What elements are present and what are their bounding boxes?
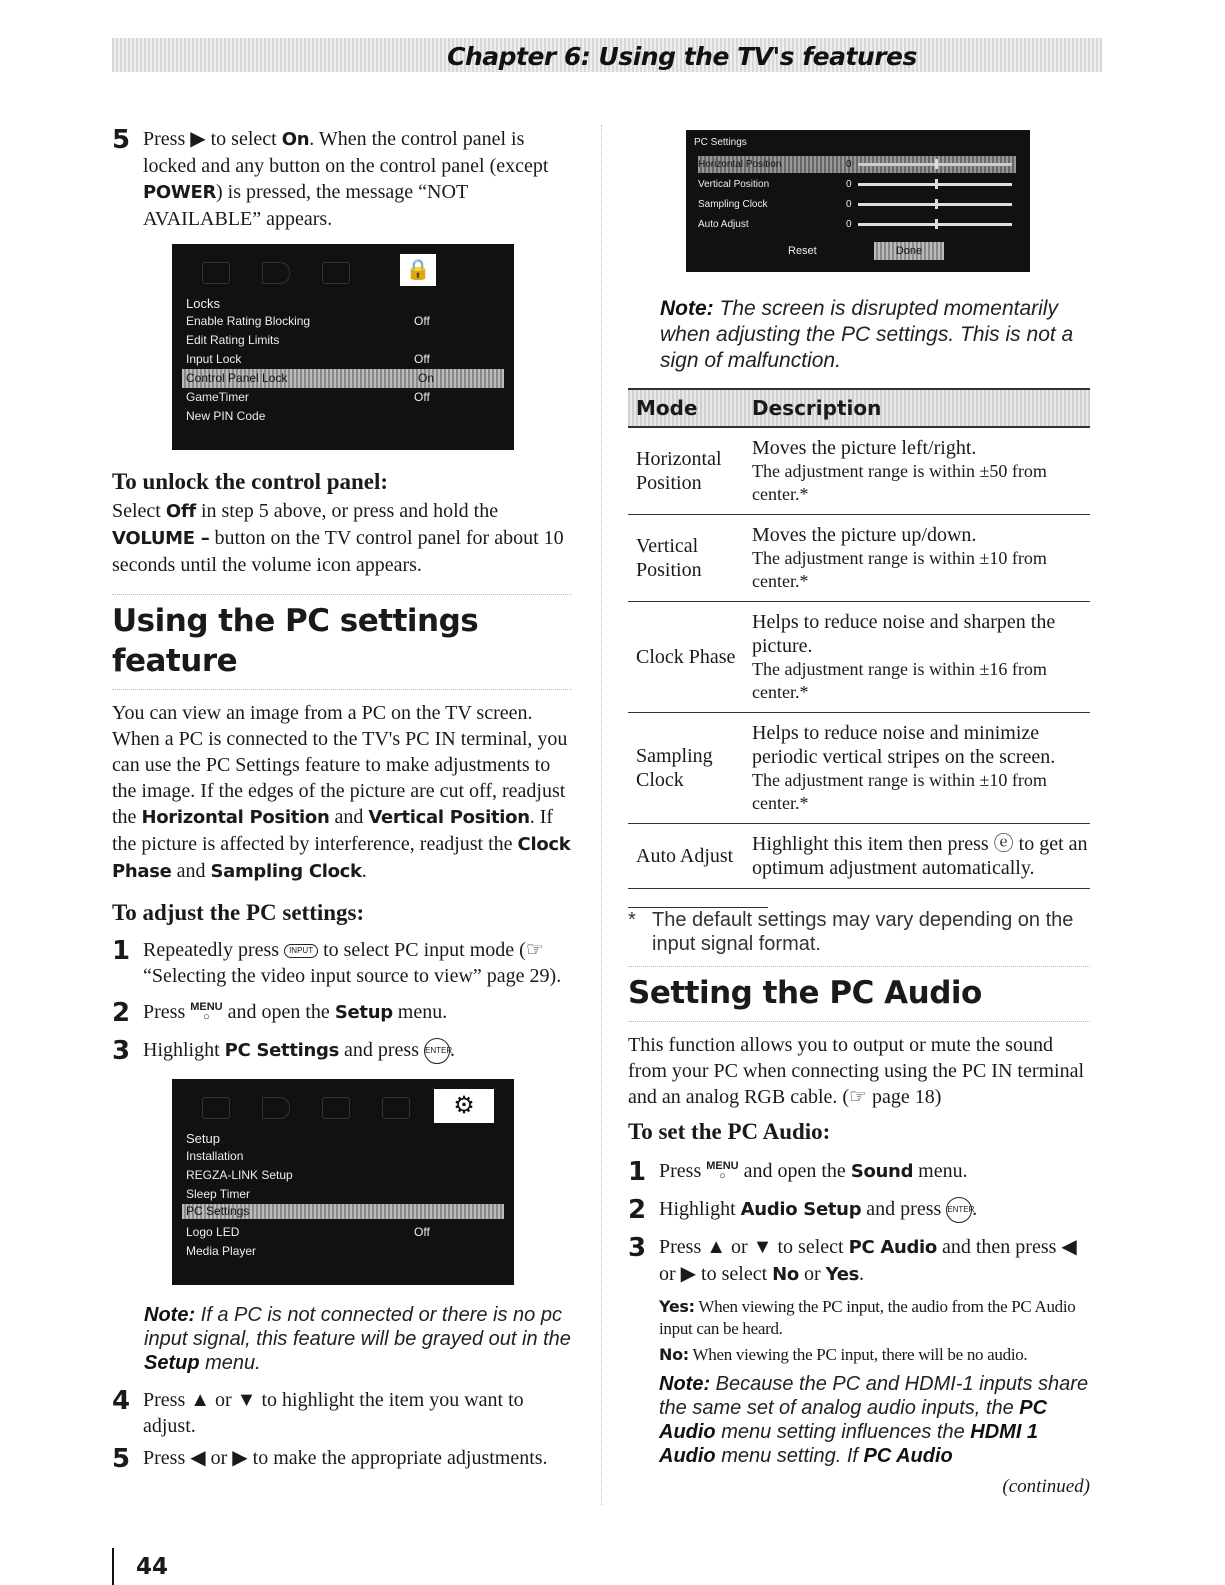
table-row [628,602,1090,713]
unlock-text: Select Off in step 5 above, or press and hold the VOLUME – button on the TV control panel for about 10 seconds until the volume icon appears. [112,500,564,576]
table-header-mode: Mode [628,389,744,427]
description-cell: Moves the picture up/down. The adjustment range is within ±10 from center.* [744,515,1090,602]
done-button: Done [874,242,944,260]
mode-cell: Vertical Position [628,515,744,602]
pc-settings-screenshot [686,130,1030,272]
table-header-row [628,389,1090,427]
description-cell: Moves the picture left/right. The adjustment range is within ±50 from center.* [744,427,1090,515]
osd-row: Sampling Clock 0 [698,196,1016,213]
osd-row-selected: Control Panel Lock On [182,369,504,388]
menu-icon-bar [192,1089,494,1123]
osd-row-selected: PC Settings [182,1204,504,1219]
continued-label: (continued) [1002,1476,1090,1497]
section-title-pc-settings: Using the PC settings feature [112,594,572,690]
pc-settings-intro: You can view an image from a PC on the TV screen. When a PC is connected to the TV's PC IN terminal, you can use the PC Settings feature to make adjustments to the image. If the edges of the picture are cut off, readjust the Horizontal Position and Vertical Position. If the picture is affected by interference, readjust the Clock Phase and Sampling Clock. [112,702,571,882]
osd-row: Installation [186,1149,244,1163]
enter-button-icon: ENTER [424,1038,450,1064]
osd-title: Locks [186,296,220,311]
yes-option-text: Yes: When viewing the PC input, the audio from the PC Audio input can be heard. [659,1297,1076,1338]
description-cell: Highlight this item then press ⓔ to get an optimum adjustment automatically. [744,824,1090,889]
osd-row: Vertical Position 0 [698,176,1016,193]
table-row [628,515,1090,602]
osd-title: Setup [186,1131,220,1146]
osd-row: Input Lock Off [186,352,430,366]
setup-icon [322,262,350,284]
lock-icon: 🔒 [400,254,436,286]
osd-row: Sleep Timer [186,1187,251,1201]
setup-menu-screenshot [172,1079,514,1285]
adjust-step-5: 5 Press ◀ or ▶ to make the appropriate adjustments. [112,1444,548,1474]
menu-button-icon: MENU ○ [706,1160,739,1182]
reset-button: Reset [788,245,817,257]
osd-row: Media Player [186,1244,257,1258]
pc-audio-intro: This function allows you to output or mute the sound from your PC when connecting using the PC IN terminal and an analog RGB cable. (☞ page 18) [628,1034,1085,1108]
locks-menu-screenshot [172,244,514,450]
step-5-lock [112,126,572,232]
picture-icon [202,1097,230,1119]
table-row [628,824,1090,889]
note-pc-audio: Note: Because the PC and HDMI-1 inputs share the same set of analog audio inputs, the PC Audio menu setting influences the HDMI 1 Audio menu setting. If PC Audio [659,1373,1089,1467]
input-button-icon: INPUT [284,944,318,958]
timer-icon [322,1097,350,1119]
mode-cell: Auto Adjust [628,824,744,889]
adjust-step-2: 2 Press MENU ○ and open the Setup menu. [112,998,448,1028]
enter-button-icon: ENTER [946,1197,972,1223]
osd-row: Auto Adjust 0 [698,216,1016,233]
table-header-description: Description [744,389,1090,427]
audio-step-3: 3 Press ▲ or ▼ to select PC Audio and then press ◀ or ▶ to select No or Yes. [628,1233,1077,1285]
adjust-step-3: 3 Highlight PC Settings and press ENTER. [112,1036,455,1066]
right-column [628,120,1090,1468]
osd-row-selected: Horizontal Position 0 [698,156,1016,173]
picture-icon [202,262,230,284]
left-column [112,120,572,1473]
page-number: 44 [112,1548,168,1585]
menu-icon-bar [192,254,494,288]
unlock-heading: To unlock the control panel: [112,469,389,494]
table-row [628,713,1090,824]
osd-row: Edit Rating Limits [186,333,280,347]
note-pc-not-connected: Note: If a PC is not connected or there is no pc input signal, this feature will be grayed out in the Setup menu. [144,1304,571,1374]
adjust-heading: To adjust the PC settings: [112,900,365,925]
footnote: * The default settings may vary depending on the input signal format. [628,909,1074,955]
section-title-pc-audio: Setting the PC Audio [628,966,1090,1022]
sound-icon [262,262,290,284]
osd-row: Enable Rating Blocking Off [186,314,430,328]
description-cell: Helps to reduce noise and minimize periodic vertical stripes on the screen. The adjustment range is within ±10 from center.* [744,713,1090,824]
no-option-text: No: When viewing the PC input, there will be no audio. [659,1345,1028,1364]
note-screen-disrupted: Note: The screen is disrupted momentarily when adjusting the PC settings. This is not a sign of malfunction. [660,297,1074,372]
pc-audio-heading: To set the PC Audio: [628,1119,831,1144]
adjust-step-1: 1 Repeatedly press INPUT to select PC input mode (☞ “Selecting the video input source to view” page 29). [112,936,562,987]
mode-cell: Clock Phase [628,602,744,713]
adjust-step-4: 4 Press ▲ or ▼ to highlight the item you want to adjust. [112,1386,524,1437]
step-text: Press ▶ to select On. When the control panel is locked and any button on the control panel (except POWER) is pressed, the message “NOT AVAILABLE” appears. [143,128,549,230]
column-divider [601,125,602,1505]
osd-row: Logo LED Off [186,1225,430,1239]
chapter-title: Chapter 6: Using the TV's features [447,42,917,71]
osd-row: GameTimer Off [186,390,430,404]
gear-icon: ⚙ [434,1089,494,1123]
chapter-header [112,38,1102,72]
step-number: 5 [112,125,131,155]
mode-cell: Horizontal Position [628,427,744,515]
pc-settings-table [628,388,1090,889]
osd-row: New PIN Code [186,409,266,423]
lock-icon [382,1097,410,1119]
menu-button-icon: MENU ○ [190,1001,223,1023]
audio-step-2: 2 Highlight Audio Setup and press ENTER. [628,1195,978,1225]
osd-title: PC Settings [694,137,747,148]
sound-icon [262,1097,290,1119]
mode-cell: Sampling Clock [628,713,744,824]
description-cell: Helps to reduce noise and sharpen the picture. The adjustment range is within ±16 from center.* [744,602,1090,713]
osd-row: REGZA-LINK Setup [186,1168,293,1182]
audio-step-1: 1 Press MENU ○ and open the Sound menu. [628,1157,968,1187]
table-row [628,427,1090,515]
